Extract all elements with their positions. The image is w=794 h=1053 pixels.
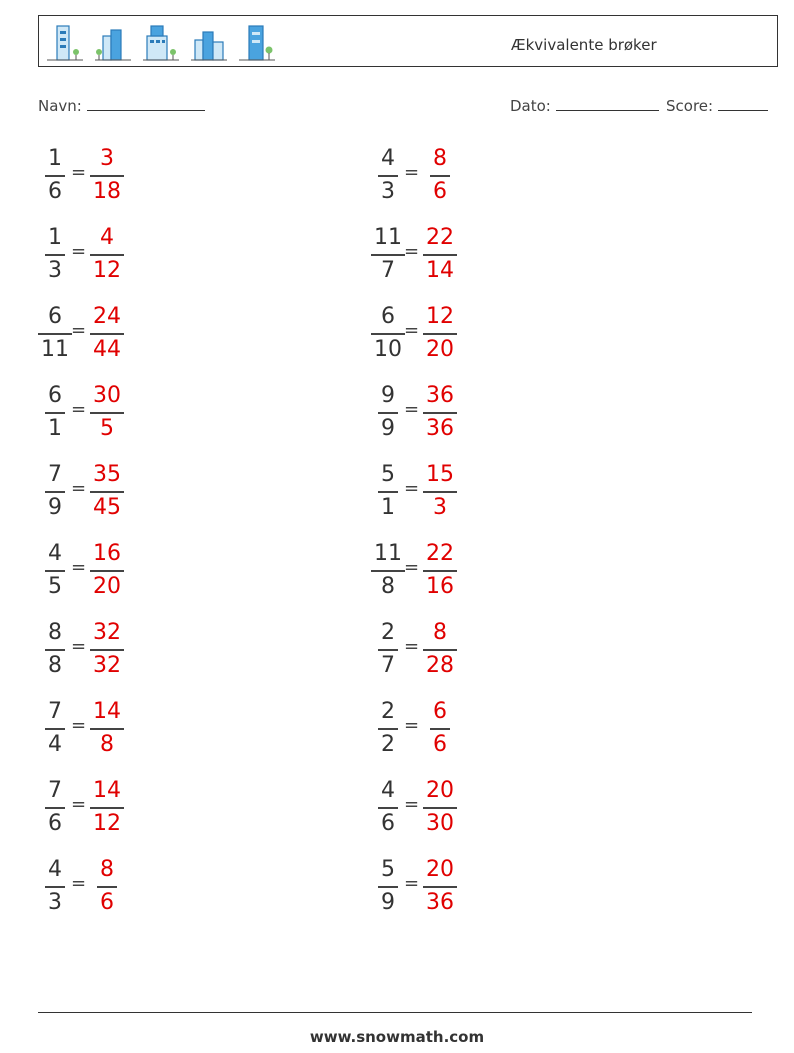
answer-numerator: 16 bbox=[93, 541, 121, 566]
given-denominator: 7 bbox=[381, 257, 395, 283]
given-fraction bbox=[35, 540, 75, 601]
equals-sign: = bbox=[71, 794, 87, 815]
answer-numerator: 32 bbox=[93, 620, 121, 645]
equals-sign: = bbox=[71, 399, 87, 420]
given-denominator: 2 bbox=[381, 731, 395, 757]
answer-denominator: 28 bbox=[426, 652, 454, 678]
problem-item bbox=[368, 698, 488, 760]
given-numerator: 2 bbox=[381, 699, 395, 724]
given-numerator: 9 bbox=[381, 383, 395, 408]
problem-item bbox=[368, 856, 488, 918]
answer-fraction bbox=[420, 303, 460, 364]
score-label: Score: bbox=[666, 97, 714, 115]
given-denominator: 3 bbox=[381, 178, 395, 204]
answer-numerator: 4 bbox=[100, 225, 114, 250]
name-field bbox=[38, 95, 205, 115]
given-denominator: 9 bbox=[381, 889, 395, 915]
given-numerator: 4 bbox=[381, 146, 395, 171]
answer-fraction bbox=[420, 698, 460, 759]
given-fraction bbox=[368, 224, 408, 285]
answer-denominator: 36 bbox=[426, 889, 454, 915]
answer-numerator: 20 bbox=[426, 778, 454, 803]
footer-url: www.snowmath.com bbox=[309, 1028, 485, 1046]
answer-fraction bbox=[87, 540, 127, 601]
given-numerator: 6 bbox=[48, 304, 62, 329]
given-fraction bbox=[35, 856, 75, 917]
given-numerator: 2 bbox=[381, 620, 395, 645]
given-denominator: 1 bbox=[48, 415, 62, 441]
problem-item bbox=[35, 777, 155, 839]
problem-item bbox=[368, 145, 488, 207]
given-numerator: 6 bbox=[48, 383, 62, 408]
answer-fraction bbox=[87, 856, 127, 917]
given-fraction bbox=[368, 461, 408, 522]
score-field bbox=[666, 95, 768, 115]
answer-fraction bbox=[87, 777, 127, 838]
answer-denominator: 14 bbox=[426, 257, 454, 283]
answer-numerator: 20 bbox=[426, 857, 454, 882]
problem-item bbox=[35, 619, 155, 681]
equals-sign: = bbox=[404, 399, 420, 420]
given-numerator: 11 bbox=[374, 225, 402, 250]
equals-sign: = bbox=[404, 162, 420, 183]
answer-fraction bbox=[420, 461, 460, 522]
given-denominator: 10 bbox=[374, 336, 402, 362]
problem-item bbox=[368, 777, 488, 839]
header-box bbox=[38, 15, 778, 67]
problem-item bbox=[35, 303, 155, 365]
answer-numerator: 15 bbox=[426, 462, 454, 487]
answer-numerator: 8 bbox=[100, 857, 114, 882]
date-field bbox=[510, 95, 659, 115]
given-numerator: 4 bbox=[48, 541, 62, 566]
given-denominator: 9 bbox=[48, 494, 62, 520]
given-denominator: 9 bbox=[381, 415, 395, 441]
given-fraction bbox=[368, 382, 408, 443]
problem-item bbox=[368, 461, 488, 523]
answer-fraction bbox=[420, 382, 460, 443]
given-numerator: 4 bbox=[381, 778, 395, 803]
given-denominator: 1 bbox=[381, 494, 395, 520]
problem-item bbox=[35, 145, 155, 207]
given-fraction bbox=[35, 303, 75, 364]
name-blank bbox=[87, 95, 205, 111]
problem-item bbox=[35, 224, 155, 286]
given-denominator: 5 bbox=[48, 573, 62, 599]
given-denominator: 7 bbox=[381, 652, 395, 678]
equals-sign: = bbox=[71, 241, 87, 262]
answer-numerator: 14 bbox=[93, 699, 121, 724]
given-numerator: 1 bbox=[48, 146, 62, 171]
equals-sign: = bbox=[71, 557, 87, 578]
given-denominator: 4 bbox=[48, 731, 62, 757]
problem-item bbox=[35, 856, 155, 918]
equals-sign: = bbox=[71, 162, 87, 183]
answer-numerator: 22 bbox=[426, 225, 454, 250]
answer-fraction bbox=[420, 619, 460, 680]
answer-numerator: 12 bbox=[426, 304, 454, 329]
equals-sign: = bbox=[71, 320, 87, 341]
given-fraction bbox=[368, 540, 408, 601]
building-icon bbox=[45, 22, 85, 62]
building-icon bbox=[237, 22, 277, 62]
answer-denominator: 36 bbox=[426, 415, 454, 441]
equals-sign: = bbox=[404, 636, 420, 657]
problem-item bbox=[368, 619, 488, 681]
worksheet-title: Ækvivalente brøker bbox=[511, 36, 657, 54]
answer-denominator: 16 bbox=[426, 573, 454, 599]
problem-item bbox=[368, 303, 488, 365]
given-numerator: 4 bbox=[48, 857, 62, 882]
given-fraction bbox=[368, 303, 408, 364]
date-label: Dato: bbox=[510, 97, 551, 115]
given-numerator: 11 bbox=[374, 541, 402, 566]
problem-item bbox=[368, 540, 488, 602]
given-denominator: 8 bbox=[381, 573, 395, 599]
building-icon bbox=[93, 22, 133, 62]
given-fraction bbox=[368, 145, 408, 206]
score-blank bbox=[718, 95, 768, 111]
equals-sign: = bbox=[71, 636, 87, 657]
answer-fraction bbox=[87, 224, 127, 285]
name-label: Navn: bbox=[38, 97, 82, 115]
answer-denominator: 20 bbox=[426, 336, 454, 362]
given-fraction bbox=[368, 619, 408, 680]
answer-fraction bbox=[420, 540, 460, 601]
date-blank bbox=[556, 95, 659, 111]
answer-numerator: 8 bbox=[433, 620, 447, 645]
problem-item bbox=[368, 382, 488, 444]
given-numerator: 7 bbox=[48, 462, 62, 487]
problem-item bbox=[35, 382, 155, 444]
answer-fraction bbox=[87, 698, 127, 759]
equals-sign: = bbox=[404, 715, 420, 736]
answer-denominator: 32 bbox=[93, 652, 121, 678]
given-fraction bbox=[35, 461, 75, 522]
answer-fraction bbox=[420, 145, 460, 206]
answer-numerator: 22 bbox=[426, 541, 454, 566]
given-numerator: 8 bbox=[48, 620, 62, 645]
answer-fraction bbox=[420, 856, 460, 917]
given-denominator: 11 bbox=[41, 336, 69, 362]
equals-sign: = bbox=[404, 320, 420, 341]
answer-numerator: 3 bbox=[100, 146, 114, 171]
given-fraction bbox=[35, 777, 75, 838]
building-icon bbox=[141, 22, 181, 62]
given-fraction bbox=[35, 619, 75, 680]
given-numerator: 7 bbox=[48, 699, 62, 724]
equals-sign: = bbox=[404, 873, 420, 894]
answer-denominator: 6 bbox=[433, 178, 447, 204]
given-numerator: 5 bbox=[381, 462, 395, 487]
given-fraction bbox=[35, 224, 75, 285]
answer-fraction bbox=[87, 145, 127, 206]
problem-item bbox=[35, 698, 155, 760]
answer-denominator: 44 bbox=[93, 336, 121, 362]
answer-fraction bbox=[87, 619, 127, 680]
given-denominator: 8 bbox=[48, 652, 62, 678]
answer-denominator: 3 bbox=[433, 494, 447, 520]
equals-sign: = bbox=[71, 873, 87, 894]
answer-denominator: 18 bbox=[93, 178, 121, 204]
answer-denominator: 12 bbox=[93, 257, 121, 283]
equals-sign: = bbox=[404, 478, 420, 499]
given-numerator: 5 bbox=[381, 857, 395, 882]
answer-numerator: 30 bbox=[93, 383, 121, 408]
given-fraction bbox=[35, 382, 75, 443]
answer-denominator: 6 bbox=[433, 731, 447, 757]
equals-sign: = bbox=[404, 241, 420, 262]
equals-sign: = bbox=[404, 794, 420, 815]
answer-fraction bbox=[87, 461, 127, 522]
problem-item bbox=[368, 224, 488, 286]
footer-divider bbox=[38, 1012, 752, 1013]
given-denominator: 3 bbox=[48, 889, 62, 915]
problem-item bbox=[35, 461, 155, 523]
given-fraction bbox=[368, 777, 408, 838]
answer-fraction bbox=[420, 777, 460, 838]
answer-numerator: 14 bbox=[93, 778, 121, 803]
given-numerator: 6 bbox=[381, 304, 395, 329]
answer-denominator: 8 bbox=[100, 731, 114, 757]
answer-denominator: 6 bbox=[100, 889, 114, 915]
answer-fraction bbox=[87, 382, 127, 443]
given-numerator: 7 bbox=[48, 778, 62, 803]
answer-numerator: 36 bbox=[426, 383, 454, 408]
given-denominator: 3 bbox=[48, 257, 62, 283]
given-denominator: 6 bbox=[48, 178, 62, 204]
answer-numerator: 24 bbox=[93, 304, 121, 329]
given-fraction bbox=[35, 698, 75, 759]
given-fraction bbox=[368, 856, 408, 917]
answer-fraction bbox=[420, 224, 460, 285]
given-numerator: 1 bbox=[48, 225, 62, 250]
given-denominator: 6 bbox=[48, 810, 62, 836]
answer-denominator: 20 bbox=[93, 573, 121, 599]
equals-sign: = bbox=[71, 478, 87, 499]
answer-denominator: 30 bbox=[426, 810, 454, 836]
answer-fraction bbox=[87, 303, 127, 364]
equals-sign: = bbox=[71, 715, 87, 736]
given-denominator: 6 bbox=[381, 810, 395, 836]
answer-numerator: 35 bbox=[93, 462, 121, 487]
building-icon bbox=[189, 22, 229, 62]
answer-numerator: 8 bbox=[433, 146, 447, 171]
answer-denominator: 5 bbox=[100, 415, 114, 441]
equals-sign: = bbox=[404, 557, 420, 578]
answer-denominator: 45 bbox=[93, 494, 121, 520]
given-fraction bbox=[35, 145, 75, 206]
problem-item bbox=[35, 540, 155, 602]
given-fraction bbox=[368, 698, 408, 759]
answer-numerator: 6 bbox=[433, 699, 447, 724]
answer-denominator: 12 bbox=[93, 810, 121, 836]
header-icons bbox=[45, 22, 277, 62]
